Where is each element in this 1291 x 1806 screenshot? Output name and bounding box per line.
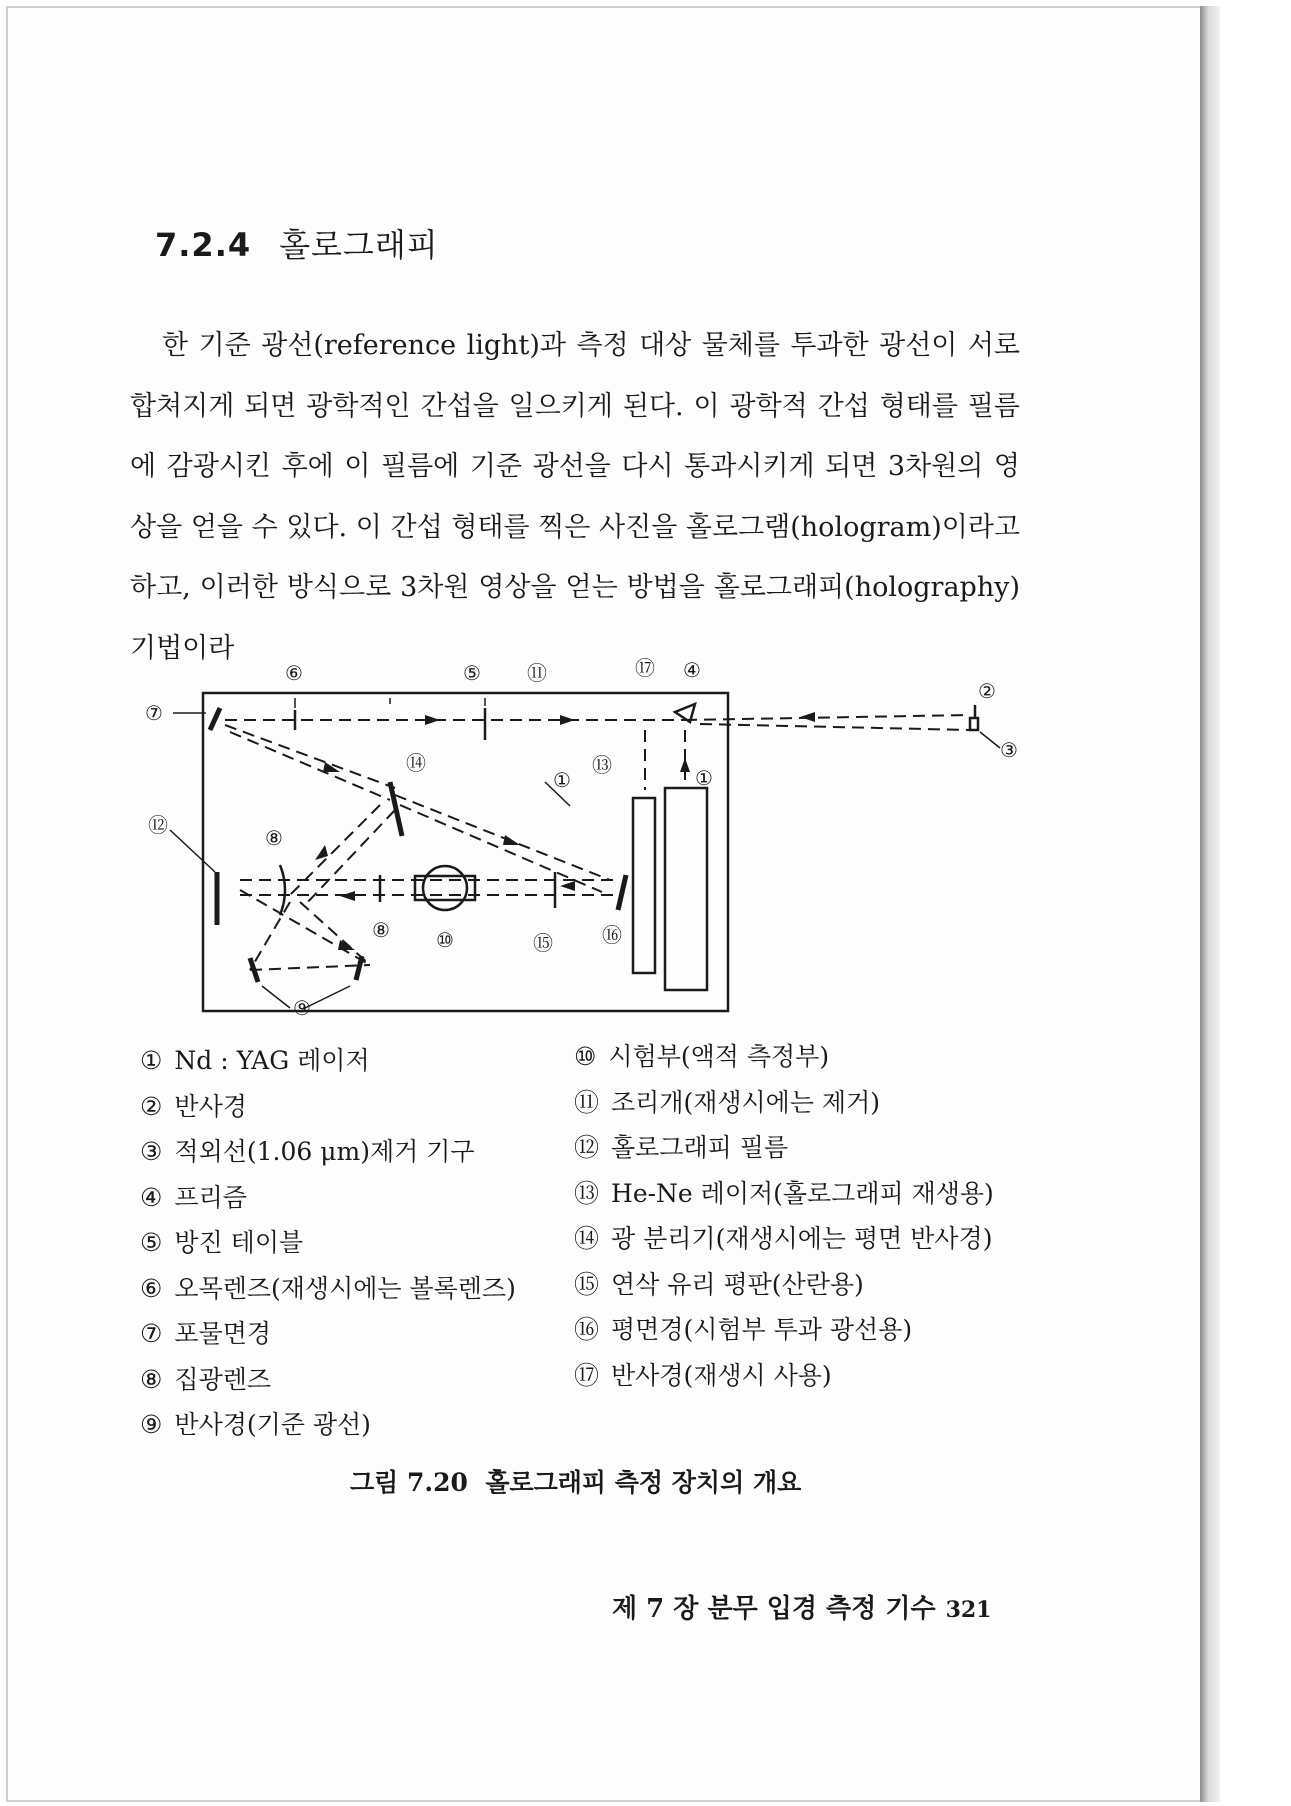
page-number: 321 xyxy=(945,1597,992,1623)
he-ne-laser-body xyxy=(633,798,655,973)
legend-item: ⑬ He-Ne 레이저(홀로그래피 재생용) xyxy=(574,1178,994,1208)
legend-item: ⑮ 연삭 유리 평판(산란용) xyxy=(574,1269,864,1299)
legend-item: ⑧ 집광렌즈 xyxy=(140,1364,272,1394)
figure-title: 홀로그래피 측정 장치의 개요 xyxy=(485,1468,802,1497)
marker-4: ④ xyxy=(683,658,701,682)
legend-item: ⑯ 평면경(시험부 투과 광선용) xyxy=(574,1315,913,1344)
figure-caption xyxy=(350,1463,801,1499)
marker-14: ⑭ xyxy=(406,751,426,775)
legend-right-column xyxy=(574,1034,994,1398)
legend-item: ④ 프리즘 xyxy=(140,1182,247,1212)
figure-label: 그림 7.20 xyxy=(350,1468,468,1497)
body-paragraph: 한 기준 광선(reference light)과 측정 대상 물체를 투과한 광선이 서로 합쳐지게 되면 광학적인 간섭을 일으키게 된다. 이 광학적 간섭 형태를 필름에 감광시킨 후에 이 필름에 기준 광선을 다시 통과시키게 되면 3차원의 영상을 얻을 수 있다. 이 간섭 형태를 찍은 사진을 홀로그램(hologram)이라고 하고, 이러한 방식으로 3차원 영상을 얻는 방법을 홀로그래피(holography) 기법이라 xyxy=(130,330,1020,664)
holography-apparatus-diagram xyxy=(140,640,1040,1020)
legend-item: ⑩ 시험부(액적 측정부) xyxy=(574,1042,830,1071)
legend-item: ② 반사경 xyxy=(140,1091,247,1121)
legend-item: ⑤ 방진 테이블 xyxy=(140,1228,304,1257)
ir-filter xyxy=(970,718,978,730)
page-footer xyxy=(612,1588,992,1625)
marker-9: ⑨ xyxy=(293,996,311,1020)
page-edge-shadow xyxy=(1200,6,1220,1802)
legend-item: ① Nd : YAG 레이저 xyxy=(140,1046,370,1075)
marker-12: ⑫ xyxy=(148,813,168,837)
section-number: 7.2.4 xyxy=(155,226,252,264)
legend-item: ⑦ 포물면경 xyxy=(140,1319,272,1348)
parabolic-mirror xyxy=(210,708,220,730)
marker-11: ⑪ xyxy=(527,661,547,685)
chapter-title: 제 7 장 분무 입경 측정 기수 xyxy=(612,1594,936,1624)
section-title: 홀로그래피 xyxy=(279,226,439,264)
beam-splitter xyxy=(390,782,402,836)
legend-item: ⑨ 반사경(기준 광선) xyxy=(140,1410,371,1439)
reference-mirror-right xyxy=(356,956,362,980)
section-heading xyxy=(155,220,439,266)
vibration-table-outline xyxy=(203,693,728,1011)
marker-8b: ⑧ xyxy=(372,918,390,942)
plane-mirror xyxy=(618,875,626,910)
marker-3: ③ xyxy=(1000,738,1018,762)
legend-item: ③ 적외선(1.06 μm)제거 기구 xyxy=(140,1137,475,1166)
test-section xyxy=(423,866,467,910)
marker-7: ⑦ xyxy=(145,701,163,725)
legend-item: ⑥ 오목렌즈(재생시에는 볼록렌즈) xyxy=(140,1273,516,1303)
legend-item: ⑰ 반사경(재생시 사용) xyxy=(574,1360,832,1390)
legend-item: ⑭ 광 분리기(재생시에는 평면 반사경) xyxy=(574,1224,993,1253)
marker-8a: ⑧ xyxy=(265,826,283,850)
prism xyxy=(675,704,695,722)
nd-yag-laser-body xyxy=(665,788,707,990)
collecting-lens-left xyxy=(280,865,285,915)
marker-17: ⑰ xyxy=(635,656,655,680)
marker-15: ⑮ xyxy=(533,931,553,955)
marker-13: ⑬ xyxy=(592,753,612,777)
marker-6: ⑥ xyxy=(285,661,303,685)
legend-left-column xyxy=(140,1038,516,1448)
marker-2: ② xyxy=(978,679,996,703)
marker-1b: ① xyxy=(695,766,713,790)
marker-10: ⑩ xyxy=(436,928,454,952)
marker-1: ① xyxy=(553,768,571,792)
legend-item: ⑫ 홀로그래피 필름 xyxy=(574,1133,789,1162)
legend-item: ⑪ 조리개(재생시에는 제거) xyxy=(574,1087,880,1117)
marker-5: ⑤ xyxy=(463,661,481,685)
marker-16: ⑯ xyxy=(602,923,622,947)
